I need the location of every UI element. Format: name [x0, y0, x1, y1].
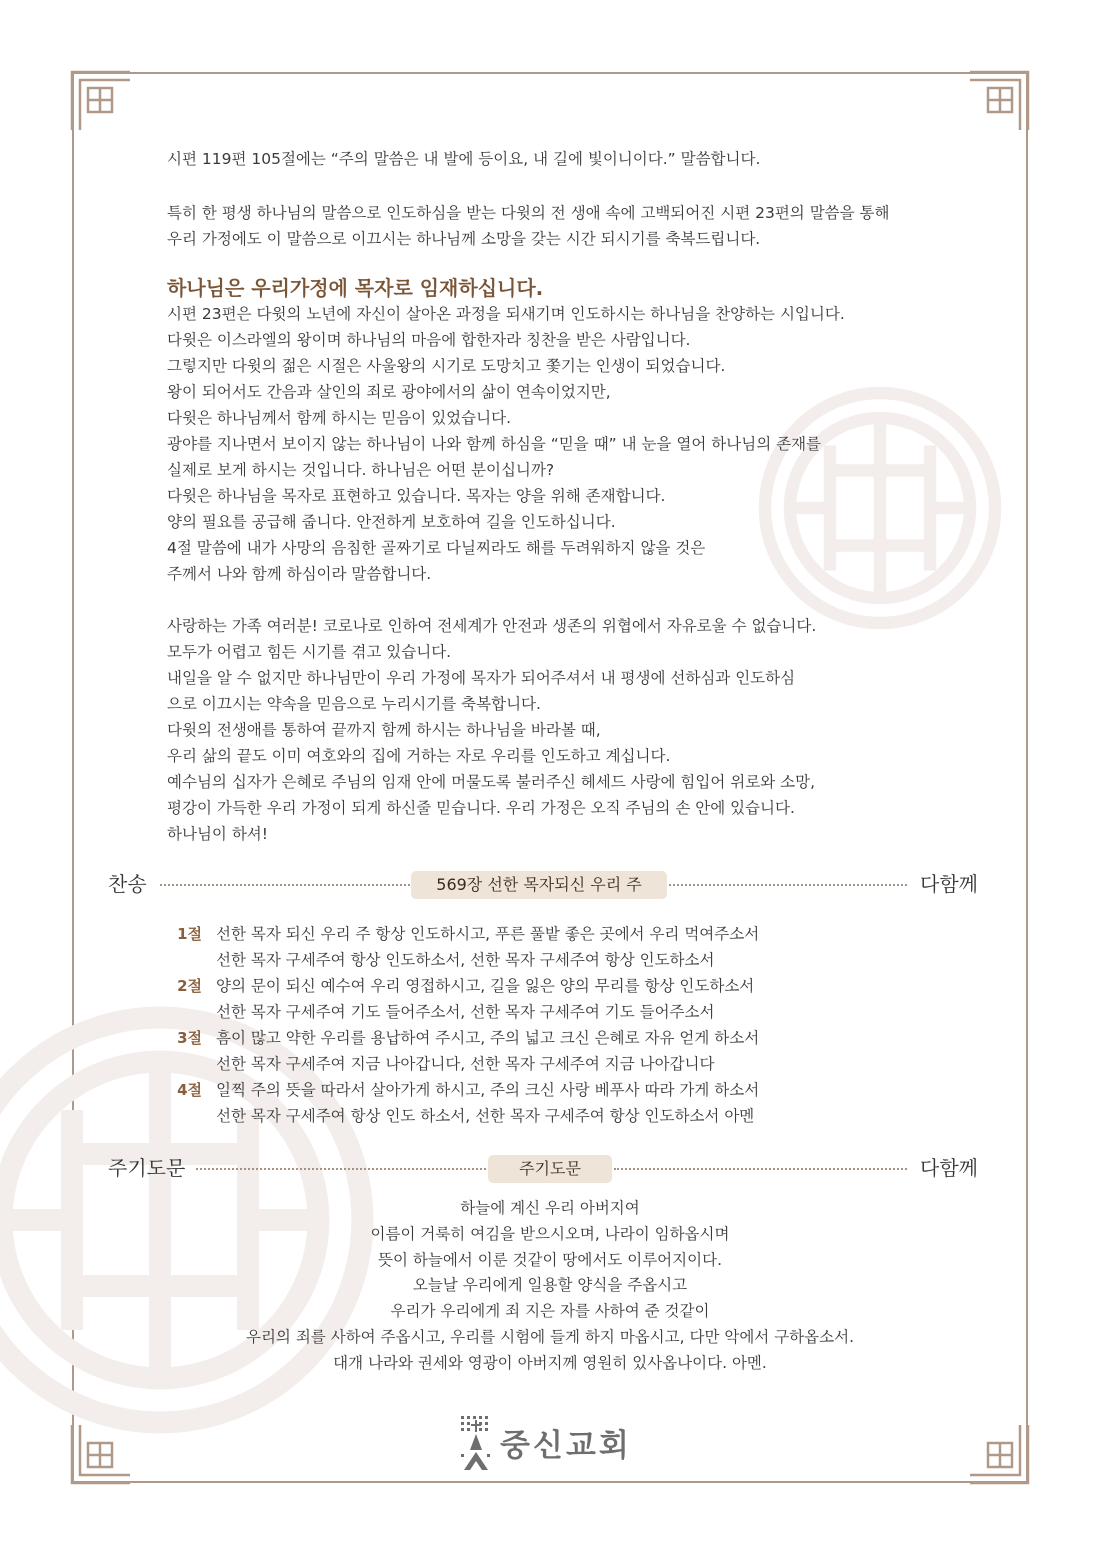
prayer-line: 뜻이 하늘에서 이룬 것같이 땅에서도 이루어지이다. — [378, 1250, 722, 1269]
sermon-line: 다윗은 이스라엘의 왕이며 하나님의 마음에 합한자라 칭찬을 받은 사람입니다. — [167, 331, 691, 349]
blessing-line: 모두가 어렵고 힘든 시기를 겪고 있습니다. — [167, 643, 452, 661]
prayer-line: 우리의 죄를 사하여 주옵시고, 우리를 시험에 들게 하지 마옵시고, 다만 악에서 구하옵소서. — [245, 1327, 854, 1346]
blessing-line: 하나님이 하셔! — [167, 825, 268, 843]
prayer-text — [0, 1196, 1100, 1377]
watermark-medallion-icon — [755, 383, 1005, 633]
sermon-line: 다윗은 하나님께서 함께 하시는 믿음이 있었습니다. — [167, 409, 511, 427]
sermon-line: 광야를 지나면서 보이지 않는 하나님이 나와 함께 하심을 “믿을 때” 내 눈을 열어 하나님의 존재를 — [167, 435, 822, 453]
corner-ornament-top-right — [970, 70, 1030, 130]
sermon-heading: 하나님은 우리가정에 목자로 임재하십니다. — [167, 276, 544, 300]
dotted-leader — [196, 1168, 486, 1170]
dotted-leader — [669, 884, 907, 886]
verse-line: 흠이 많고 약한 우리를 용납하여 주시고, 주의 넓고 크신 은혜로 자유 얻게 하소서 — [216, 1029, 760, 1047]
verse-line: 선한 목자 되신 우리 주 항상 인도하시고, 푸른 풀밭 좋은 곳에서 우리 먹여주소서 — [216, 925, 760, 943]
verse-line: 선한 목자 구세주여 기도 들어주소서, 선한 목자 구세주여 기도 들어주소서 — [216, 1003, 715, 1021]
sermon-line: 주께서 나와 함께 하심이라 말씀합니다. — [167, 565, 432, 583]
hymn-label: 찬송 — [108, 872, 147, 896]
prayer-line: 오늘날 우리에게 일용할 양식을 주옵시고 — [412, 1276, 688, 1295]
verse-line: 일찍 주의 뜻을 따라서 살아가게 하시고, 주의 크신 사랑 베푸사 따라 가게 하소서 — [216, 1081, 760, 1099]
sermon-line: 양의 필요를 공급해 줍니다. 안전하게 보호하여 길을 인도하십니다. — [167, 513, 616, 531]
sermon-line: 실제로 보게 하시는 것입니다. 하나님은 어떤 분이십니까? — [167, 461, 555, 479]
verse-number: 3절 — [177, 1029, 202, 1047]
prayer-row — [108, 1153, 978, 1183]
prayer-title-badge: 주기도문 — [488, 1155, 612, 1183]
corner-ornament-bottom-right — [970, 1425, 1030, 1485]
verse-line: 선한 목자 구세주여 항상 인도 하소서, 선한 목자 구세주여 항상 인도하소서 아멘 — [216, 1107, 755, 1125]
sermon-line: 시편 23편은 다윗의 노년에 자신이 살아온 과정을 되새기며 인도하시는 하나님을 찬양하는 시입니다. — [167, 305, 845, 323]
church-logo — [460, 1414, 632, 1474]
prayer-line: 대개 나라와 권세와 영광이 아버지께 영원히 있사옵나이다. 아멘. — [333, 1353, 767, 1372]
dotted-leader — [160, 884, 410, 886]
verse-line: 양의 문이 되신 예수여 우리 영접하시고, 길을 잃은 양의 무리를 항상 인도하소서 — [216, 977, 755, 995]
blessing-line: 내일을 알 수 없지만 하나님만이 우리 가정에 목자가 되어주셔서 내 평생에 선하심과 인도하심 — [167, 669, 796, 687]
sermon-line: 왕이 되어서도 간음과 살인의 죄로 광야에서의 삶이 연속이었지만, — [167, 383, 611, 401]
verse-line: 선한 목자 구세주여 지금 나아갑니다, 선한 목자 구세주여 지금 나아갑니다 — [216, 1055, 715, 1073]
sermon-line: 그렇지만 다윗의 젊은 시절은 사울왕의 시기로 도망치고 쫓기는 인생이 되었습니다. — [167, 357, 726, 375]
sermon-line: 4절 말씀에 내가 사망의 음침한 골짜기로 다닐찌라도 해를 두려워하지 않을 것은 — [167, 539, 706, 557]
hymn-title-badge: 569장 선한 목자되신 우리 주 — [411, 871, 667, 899]
verse-number: 1절 — [177, 925, 202, 943]
prayer-line: 하늘에 계신 우리 아버지여 — [460, 1199, 640, 1217]
intro-line: 우리 가정에도 이 말씀으로 이끄시는 하나님께 소망을 갖는 시간 되시기를 축복드립니다. — [167, 230, 761, 248]
blessing-line: 으로 이끄시는 약속을 믿음으로 누리시기를 축복합니다. — [167, 695, 541, 713]
church-steeple-icon — [460, 1414, 494, 1470]
intro-line: 특히 한 평생 하나님의 말씀으로 인도하심을 받는 다윗의 전 생애 속에 고백되어진 시편 23편의 말씀을 통해 — [167, 204, 890, 222]
blessing-line: 예수님의 십자가 은혜로 주님의 임재 안에 머물도록 불러주신 헤세드 사랑에 힘입어 위로와 소망, — [167, 773, 816, 791]
prayer-label: 주기도문 — [108, 1156, 186, 1180]
verse-number: 4절 — [177, 1081, 202, 1099]
sermon-line: 다윗은 하나님을 목자로 표현하고 있습니다. 목자는 양을 위해 존재합니다. — [167, 487, 666, 505]
corner-ornament-top-left — [70, 70, 130, 130]
intro-line: 시편 119편 105절에는 “주의 말씀은 내 발에 등이요, 내 길에 빛이니이다.” 말씀합니다. — [167, 150, 761, 168]
blessing-line: 평강이 가득한 우리 가정이 되게 하신줄 믿습니다. 우리 가정은 오직 주님의 손 안에 있습니다. — [167, 799, 795, 817]
prayer-performer: 다함께 — [920, 1156, 978, 1180]
blessing-line: 우리 삶의 끝도 이미 여호와의 집에 거하는 자로 우리를 인도하고 계십니다. — [167, 747, 671, 765]
blessing-line: 사랑하는 가족 여러분! 코로나로 인하여 전세계가 안전과 생존의 위협에서 자유로울 수 없습니다. — [167, 617, 817, 635]
dotted-leader — [614, 1168, 907, 1170]
verse-number: 2절 — [177, 977, 202, 995]
prayer-line: 우리가 우리에게 죄 지은 자를 사하여 준 것같이 — [390, 1302, 710, 1321]
church-name: 중신교회 — [500, 1428, 632, 1464]
hymn-performer: 다함께 — [920, 872, 978, 896]
hymn-row — [108, 869, 978, 899]
blessing-line: 다윗의 전생애를 통하여 끝까지 함께 하시는 하나님을 바라볼 때, — [167, 721, 601, 739]
verse-line: 선한 목자 구세주여 항상 인도하소서, 선한 목자 구세주여 항상 인도하소서 — [216, 951, 715, 969]
prayer-line: 이름이 거룩히 여김을 받으시오며, 나라이 임하옵시며 — [370, 1224, 730, 1243]
